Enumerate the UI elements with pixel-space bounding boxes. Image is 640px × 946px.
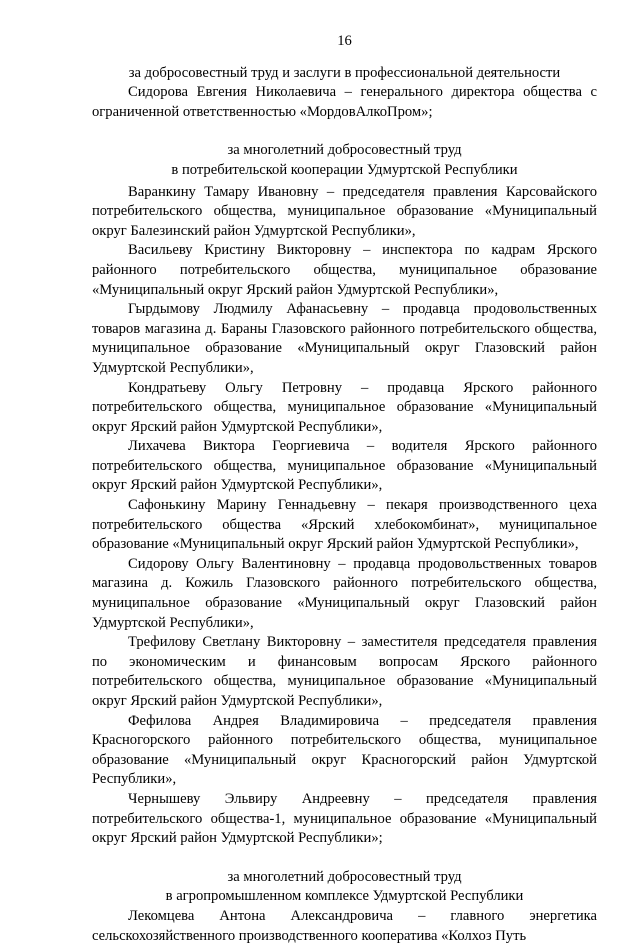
section-gap — [92, 122, 597, 141]
awardee-entry: Чернышеву Эльвиру Андреевну – председателя правления потребительского общества-1, муниципальное образование «Муниципальный округ Ярский район Удмуртской Республики»; — [92, 790, 597, 847]
section-heading: за многолетний добросовестный труд — [227, 142, 462, 159]
document-page — [92, 32, 597, 946]
awardee-entry: Кондратьеву Ольгу Петровну – продавца Ярского районного потребительского общества, муниципальное образование «Муниципальный округ Ярский район Удмуртской Республики», — [92, 379, 597, 435]
section-gap — [92, 849, 597, 868]
page-number: 16 — [337, 33, 352, 49]
awardee-entry: Сидорову Ольгу Валентиновну – продавца продовольственных товаров магазина д. Кожиль Глазовского районного потребительского общества, муниципальное образование «Муниципальный округ Глазовский район Удмуртской Республики», — [92, 555, 597, 631]
awardee-entry: Фефилова Андрея Владимировича – председателя правления Красногорского районного потребительского общества, муниципальное образование «Муниципальный округ Красногорский район Удмуртской Республики», — [92, 712, 597, 788]
awardee-entry: Гырдымову Людмилу Афанасьевну – продавца продовольственных товаров магазина д. Бараны Глазовского районного потребительского общества, муниципальное образование «Муниципальный округ Глазовский район Удмуртской Республики», — [92, 301, 597, 376]
section-heading: за многолетний добросовестный труд — [227, 868, 462, 885]
awardee-entry: Сафонькину Марину Геннадьевну – пекаря производственного цеха потребительского общества «Ярский хлебокомбинат», муниципальное образование «Муниципальный округ Ярский район Удмуртской Республики», — [92, 497, 597, 553]
section-heading: в агропромышленном комплексе Удмуртской Республики — [165, 888, 524, 905]
awardee-entry: Васильеву Кристину Викторовну – инспектора по кадрам Ярского районного потребительского общества, муниципальное образование «Муниципальный округ Ярский район Удмуртской Республики», — [92, 242, 597, 298]
section-heading: в потребительской кооперации Удмуртской Республики — [171, 161, 518, 178]
award-category-continuation: за добросовестный труд и заслуги в профессиональной деятельности — [128, 64, 561, 81]
awardee-entry: Лекомцева Антона Александровича – главного энергетика сельскохозяйственного производственного кооператива «Колхоз Путь — [92, 907, 597, 944]
awardee-entry: Лихачева Виктора Георгиевича – водителя Ярского районного потребительского общества, муниципальное образование «Муниципальный округ Ярский район Удмуртской Республики», — [92, 438, 597, 494]
awardee-entry: Трефилову Светлану Викторовну – заместителя председателя правления по экономическим и финансовым вопросам Ярского районного потребительского общества, муниципальное образование «Муниципальный округ Ярский район Удмуртской Республики», — [92, 634, 597, 709]
awardee-entry: Варанкину Тамару Ивановну – председателя правления Карсовайского потребительского общества, муниципальное образование «Муниципальный округ Балезинский район Удмуртской Республики», — [92, 183, 597, 239]
awardee-entry: Сидорова Евгения Николаевича – генерального директора общества с ограниченной ответственностью «МордовАлкоПром»; — [92, 84, 597, 120]
